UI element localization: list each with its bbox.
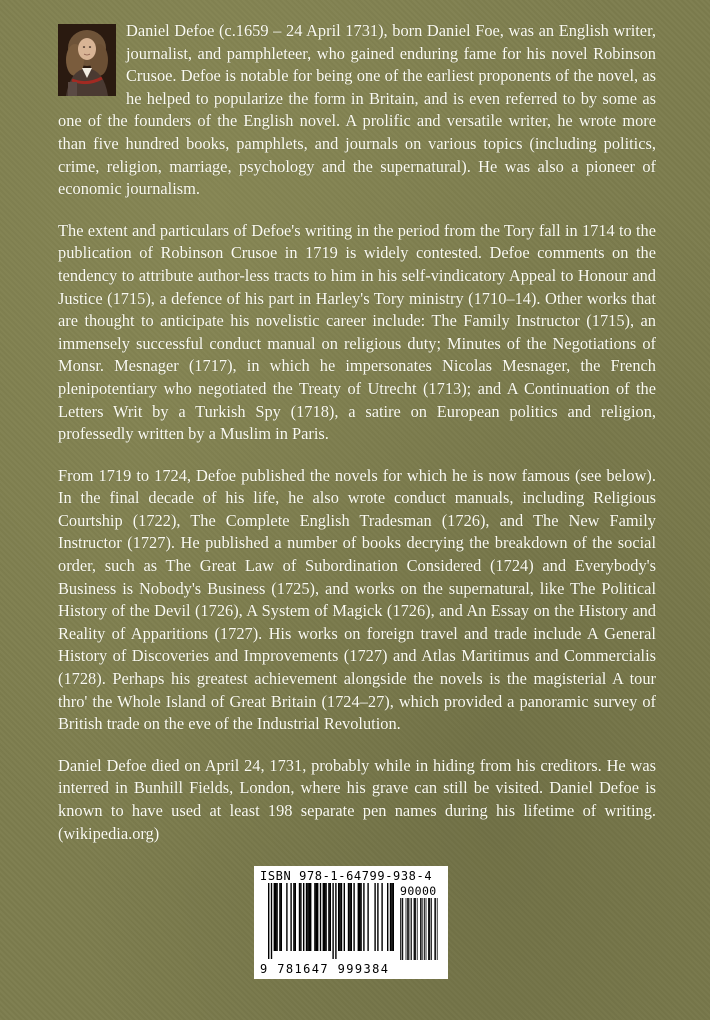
barcode-bar <box>338 883 339 951</box>
barcode-bar <box>324 883 325 951</box>
isbn-label: ISBN 978-1-64799-938-4 <box>260 869 433 883</box>
addon-bar <box>431 898 432 960</box>
addon-bar <box>400 898 401 960</box>
addon-bar <box>402 898 403 960</box>
author-portrait <box>58 24 116 96</box>
paragraph-later-works: From 1719 to 1724, Defoe published the novels for which he is now famous (see below). In the final decade of his life, he also wrote conduct manuals, including Religious Courtship (1722), The Complete English Tradesman (1726), and The New Family Instructor (1727). He published a number of books decrying the breakdown of the social order, such as The Great Law of Subordination Considered (1724) and Everybody's Business is Nobody's Business (1725), and works on the supernatural, like The Political History of the Devil (1726), A System of Magick (1726), and An Essay on the History and Reality of Apparitions (1727). His works on foreign travel and trade include A General History of Discoveries and Improvements (1727) and Atlas Maritimus and Commercialis (1728). Perhaps his greatest achievement alongside the novels is the magisterial A tour thro' the Whole Island of Great Britain (1724–27), which provided a panoramic survey of British trade on the eve of the Industrial Revolution. <box>58 465 656 734</box>
back-cover-text <box>58 20 656 864</box>
barcode-bar <box>351 883 352 951</box>
paragraph-biography: Daniel Defoe (c.1659 – 24 April 1731), born Daniel Foe, was an English writer, journalist, and pamphleteer, who gained enduring fame for his novel Robinson Crusoe. Defoe is notable for being one of the earliest proponents of the novel, as he helped to popularize the form in Britain, and is even referred to by some as one of the founders of the English novel. A prolific and versatile writer, he wrote more than five hundred books, pamphlets, and journals on various topics (including politics, crime, religion, marriage, psychology and the supernatural). He was also a pioneer of economic journalism. <box>58 21 656 199</box>
barcode-bar <box>349 883 350 951</box>
barcode-bar <box>325 883 326 951</box>
addon-bar <box>407 898 408 960</box>
barcode-bar <box>393 883 394 951</box>
barcode-bar <box>344 883 345 951</box>
barcode-bar <box>307 883 308 951</box>
addon-bar <box>420 898 421 960</box>
barcode-bar <box>328 883 329 951</box>
barcode-bar <box>335 883 336 959</box>
barcode-bar <box>374 883 375 951</box>
barcode-bar <box>359 883 360 951</box>
addon-bar <box>414 898 415 960</box>
barcode-bar <box>271 883 272 959</box>
paragraph-death: Daniel Defoe died on April 24, 1731, probably while in hiding from his creditors. He was interred in Bunhill Fields, London, where his grave can still be visited. Daniel Defoe is known to have used at least 198 separate pen names during his lifetime of writing. (wikipedia.org) <box>58 755 656 843</box>
barcode-bar <box>381 883 382 951</box>
barcode-bar <box>391 883 392 951</box>
barcode-bar <box>275 883 276 951</box>
addon-bar <box>429 898 430 960</box>
barcode-bar <box>295 883 296 951</box>
addon-bar <box>410 898 411 960</box>
addon-bar <box>434 898 435 960</box>
barcode-bar <box>276 883 277 951</box>
addon-bar <box>435 898 436 960</box>
barcode-bar <box>306 883 307 951</box>
addon-bar <box>421 898 422 960</box>
addon-bar <box>402 898 403 960</box>
barcode-bar <box>377 883 378 951</box>
barcode-bar <box>281 883 282 951</box>
barcode-bar <box>314 883 315 951</box>
barcode-bar <box>316 883 317 951</box>
paragraph-early-works: The extent and particulars of Defoe's writing in the period from the Tory fall in 1714 to the publication of Robinson Crusoe in 1719 is widely contested. Defoe comments on the tendency to attribute author-less tracts to him in his self-vindicatory Appeal to Honour and Justice (1715), a defence of his part in Harley's Tory ministry (1710–14). Other works that are thought to anticipate his novelistic career include: The Family Instructor (1715), an immensely successful conduct manual on religious duty; Minutes of the Negotiations of Monsr. Mesnager (1717), in which he impersonates Nicolas Mesnager, the French plenipotentiary who negotiated the Treaty of Utrecht (1713); and A Continuation of the Letters Writ by a Turkish Spy (1718), a satire on European politics and religion, professedly written by a Muslim in Paris. <box>58 220 656 444</box>
barcode-bar <box>299 883 300 951</box>
ean-barcode-bars <box>260 883 396 959</box>
barcode-bar <box>330 883 331 951</box>
barcode-bar <box>387 883 388 951</box>
ean-digits: 9 781647 999384 <box>260 962 390 976</box>
addon-barcode-bars <box>400 898 442 960</box>
addon-bar <box>417 898 418 960</box>
barcode-bar <box>290 883 291 951</box>
author-portrait-image <box>58 24 116 96</box>
addon-digits: 90000 <box>400 884 437 898</box>
isbn-barcode <box>254 866 448 979</box>
addon-bar <box>437 898 438 960</box>
barcode-bar <box>363 883 364 951</box>
barcode-bar <box>332 883 333 959</box>
barcode-bar <box>353 883 354 951</box>
barcode-bar <box>279 883 280 951</box>
addon-bar <box>430 898 431 960</box>
addon-bar <box>408 898 409 960</box>
addon-bar <box>426 898 427 960</box>
barcode-bar <box>293 883 294 951</box>
barcode-bar <box>390 883 391 951</box>
addon-bar <box>411 898 412 960</box>
barcode-bar <box>339 883 340 951</box>
barcode-bar <box>317 883 318 951</box>
barcode-bar <box>309 883 310 951</box>
addon-bar <box>422 898 423 960</box>
barcode-bar <box>358 883 359 951</box>
addon-bar <box>428 898 429 960</box>
barcode-bar <box>303 883 304 951</box>
addon-bar <box>406 898 407 960</box>
barcode-bar <box>274 883 275 951</box>
addon-bar <box>424 898 425 960</box>
barcode-bar <box>300 883 301 951</box>
barcode-bar <box>268 883 269 959</box>
addon-bar <box>415 898 416 960</box>
barcode-bar <box>360 883 361 951</box>
barcode-bar <box>341 883 342 951</box>
barcode-bar <box>310 883 311 951</box>
addon-bar <box>414 898 415 960</box>
barcode-bar <box>286 883 287 951</box>
barcode-bar <box>320 883 321 951</box>
barcode-bar <box>348 883 349 951</box>
barcode-bar <box>323 883 324 951</box>
barcode-bar <box>367 883 368 951</box>
